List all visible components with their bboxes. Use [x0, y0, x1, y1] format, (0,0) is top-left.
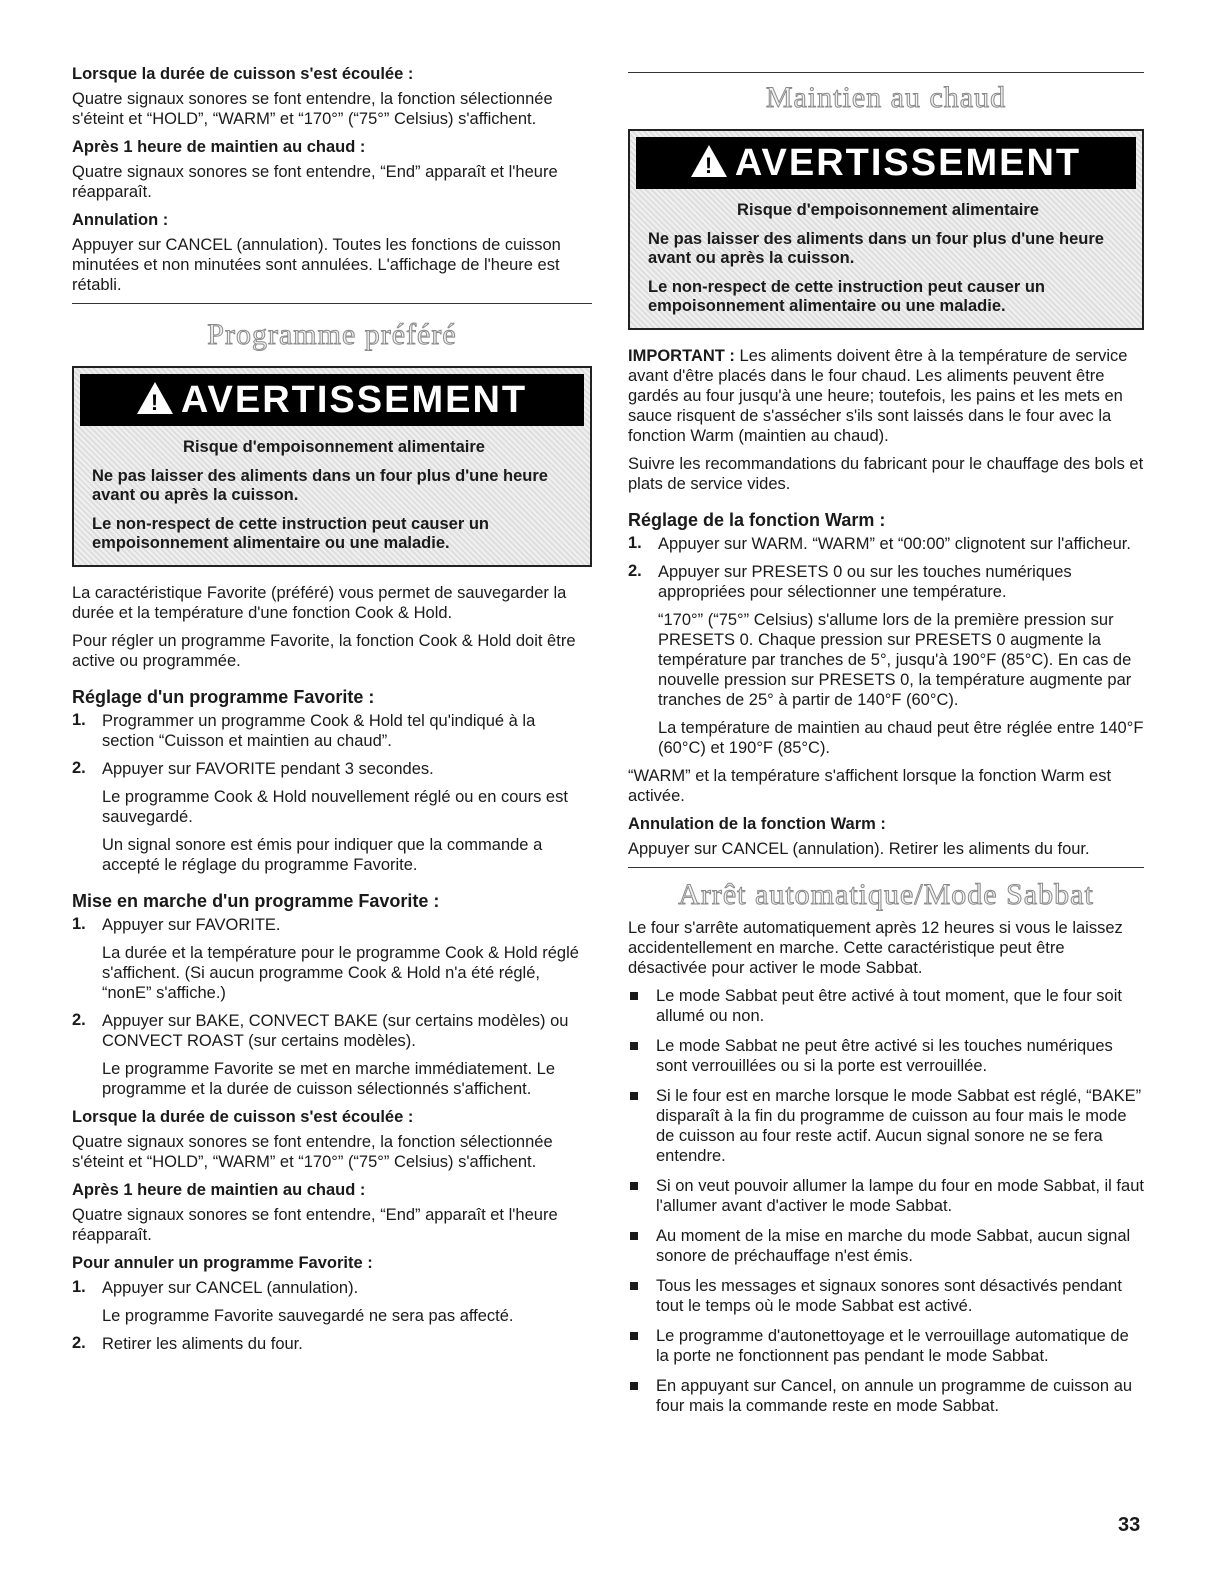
- favorite-intro-2: Pour régler un programme Favorite, la fonction Cook & Hold doit être active ou programmée.: [72, 632, 576, 670]
- list-item: Tous les messages et signaux sonores sont désactivés pendant tout le temps où le mode Sabbat est activé.: [628, 1276, 1144, 1316]
- section-divider: [72, 303, 592, 304]
- bullet-icon: [630, 992, 638, 1000]
- setting-step-1: 1. Programmer un programme Cook & Hold tel qu'indiqué à la section “Cuisson et maintien au chaud”.: [72, 711, 536, 750]
- after2-heading: Après 1 heure de maintien au chaud :: [72, 1181, 366, 1199]
- setting-heading: Réglage d'un programme Favorite :: [72, 687, 375, 707]
- follow-text: Suivre les recommandations du fabricant pour le chauffage des bols et plats de service vides.: [628, 455, 1144, 493]
- warning-risk: Risque d'empoisonnement alimentaire: [737, 201, 1039, 219]
- bullet-icon: [630, 1332, 638, 1340]
- important-text: Les aliments doivent être à la température de service avant d'être placés dans le four chaud. Les aliments peuvent être gardés au four jusqu'à une heure; toutefois, les pains et les mets en sauce risquent de s'assécher s'ils sont laissés dans le four avec la fonction Warm (maintien au chaud).: [628, 347, 1128, 445]
- warning-risk: Risque d'empoisonnement alimentaire: [183, 438, 485, 456]
- warm-cancel-text: Appuyer sur CANCEL (annulation). Retirer les aliments du four.: [628, 840, 1090, 858]
- warm-heading: Réglage de la fonction Warm :: [628, 510, 886, 530]
- warning-banner: [80, 374, 584, 426]
- warm-step-2: 2. Appuyer sur PRESETS 0 ou sur les touches numériques appropriées pour sélectionner une température. “170°” (“75°” Celsius) s'allume lors de la première pression sur PRESETS 0. Chaque pression sur PRESETS 0 augmente la température par tranches de 5°, jusqu'à 190°F (85°C). En cas de nouvelle pression sur PRESETS 0, la température augmente par tranches de 25° à partir de 140°F (60°C). La température de maintien au chaud peut être réglée entre 140°F (60°C) et 190°F (85°C).: [628, 562, 1144, 757]
- list-item: Si on veut pouvoir allumer la lampe du four en mode Sabbat, il faut l'allumer avant d'activer le mode Sabbat.: [628, 1176, 1144, 1216]
- list-item: Le mode Sabbat peut être activé à tout moment, que le four soit allumé ou non.: [628, 986, 1144, 1026]
- start-step-2: 2. Appuyer sur BAKE, CONVECT BAKE (sur certains modèles) ou CONVECT ROAST (sur certains modèles). Le programme Favorite se met en marche immédiatement. Le programme et la durée de cuisson sélectionnés s'affichent.: [72, 1011, 569, 1098]
- warm-step-1: 1. Appuyer sur WARM. “WARM” et “00:00” clignotent sur l'afficheur.: [628, 534, 1131, 553]
- cancel2-step-2: 2. Retirer les aliments du four.: [72, 1334, 303, 1353]
- warm-cancel-heading: Annulation de la fonction Warm :: [628, 815, 886, 833]
- favorite-intro-1: La caractéristique Favorite (préféré) vous permet de sauvegarder la durée et la température d'une fonction Cook & Hold.: [72, 584, 567, 622]
- list-item: Le mode Sabbat ne peut être activé si les touches numériques sont verrouillées ou si la porte est verrouillée.: [628, 1036, 1144, 1076]
- warning-line-2: Le non-respect de cette instruction peut causer un empoisonnement alimentaire ou une maladie.: [92, 515, 489, 552]
- section-title-favorite: Programme préféré: [207, 318, 457, 351]
- warning-banner-text: AVERTISSEMENT: [180, 378, 528, 421]
- important-label: IMPORTANT :: [628, 347, 735, 365]
- setting-step-2: 2. Appuyer sur FAVORITE pendant 3 secondes. Le programme Cook & Hold nouvellement réglé ou en cours est sauvegardé. Un signal sonore est émis pour indiquer que la commande a accepté le réglage du programme Favorite.: [72, 759, 568, 874]
- start-heading: Mise en marche d'un programme Favorite :: [72, 891, 440, 911]
- list-item: En appuyant sur Cancel, on annule un programme de cuisson au four mais la commande reste en mode Sabbat.: [628, 1376, 1144, 1416]
- section-divider: [628, 72, 1144, 73]
- start-step-1: 1. Appuyer sur FAVORITE. La durée et la température pour le programme Cook & Hold réglé s'affichent. (Si aucun programme Cook & Hold n'a été réglé, “nonE” s'affiche.): [72, 915, 579, 1002]
- warning-banner-text: AVERTISSEMENT: [734, 141, 1082, 184]
- bullet-icon: [630, 1382, 638, 1390]
- warning-box: [72, 366, 592, 567]
- warning-line-1: Ne pas laisser des aliments dans un four plus d'une heure avant ou après la cuisson.: [648, 230, 1104, 267]
- bullet-icon: [630, 1232, 638, 1240]
- bullet-icon: [630, 1092, 638, 1100]
- important-paragraph: [628, 346, 1144, 446]
- page-number: 33: [1118, 1514, 1141, 1536]
- end-text: Quatre signaux sonores se font entendre, la fonction sélectionnée s'éteint et “HOLD”, “WARM” et “170°” (“75°” Celsius) s'affichent.: [72, 90, 553, 128]
- list-item: Le programme d'autonettoyage et le verrouillage automatique de la porte ne fonctionnent pas pendant le mode Sabbat.: [628, 1326, 1144, 1366]
- section-divider: [628, 867, 1144, 868]
- warning-triangle-icon: !: [137, 382, 173, 414]
- bullet-icon: [630, 1282, 638, 1290]
- left-column: [72, 64, 592, 1362]
- after-heading: Après 1 heure de maintien au chaud :: [72, 138, 366, 156]
- list-item: Au moment de la mise en marche du mode Sabbat, aucun signal sonore de préchauffage n'est émis.: [628, 1226, 1144, 1266]
- bullet-icon: [630, 1042, 638, 1050]
- bullet-icon: [630, 1182, 638, 1190]
- after2-text: Quatre signaux sonores se font entendre, “End” apparaît et l'heure réapparaît.: [72, 1206, 558, 1244]
- warning-box: [628, 129, 1144, 330]
- warning-triangle-icon: !: [691, 145, 727, 177]
- end2-text: Quatre signaux sonores se font entendre, la fonction sélectionnée s'éteint et “HOLD”, “WARM” et “170°” (“75°” Celsius) s'affichent.: [72, 1133, 553, 1171]
- warning-line-2: Le non-respect de cette instruction peut causer un empoisonnement alimentaire ou une maladie.: [648, 278, 1045, 315]
- end2-heading: Lorsque la durée de cuisson s'est écoulée :: [72, 1108, 414, 1126]
- warning-banner: [636, 137, 1136, 189]
- warm-display-text: “WARM” et la température s'affichent lorsque la fonction Warm est activée.: [628, 767, 1112, 805]
- section-title-sabbath: Arrêt automatique/Mode Sabbat: [678, 878, 1094, 911]
- section-title-warm: Maintien au chaud: [765, 81, 1007, 114]
- list-item: Si le four est en marche lorsque le mode Sabbat est réglé, “BAKE” disparaît à la fin du programme de cuisson au four mais le mode de cuisson au four reste actif. Aucun signal sonore ne se fera entendre.: [628, 1086, 1144, 1166]
- end-heading: Lorsque la durée de cuisson s'est écoulée :: [72, 65, 414, 83]
- cancel2-step-1: 1. Appuyer sur CANCEL (annulation). Le programme Favorite sauvegardé ne sera pas affecté.: [72, 1278, 514, 1325]
- cancel2-heading: Pour annuler un programme Favorite :: [72, 1254, 373, 1272]
- right-column: [628, 64, 1144, 1426]
- after-text: Quatre signaux sonores se font entendre, “End” apparaît et l'heure réapparaît.: [72, 163, 558, 201]
- cancel-text: Appuyer sur CANCEL (annulation). Toutes les fonctions de cuisson minutées et non minutées sont annulées. L'affichage de l'heure est rétabli.: [72, 236, 561, 294]
- warning-line-1: Ne pas laisser des aliments dans un four plus d'une heure avant ou après la cuisson.: [92, 467, 548, 504]
- cancel-heading: Annulation :: [72, 211, 169, 229]
- sabbath-intro: Le four s'arrête automatiquement après 12 heures si vous le laissez accidentellement en marche. Cette caractéristique peut être désactivée pour activer le mode Sabbat.: [628, 919, 1123, 977]
